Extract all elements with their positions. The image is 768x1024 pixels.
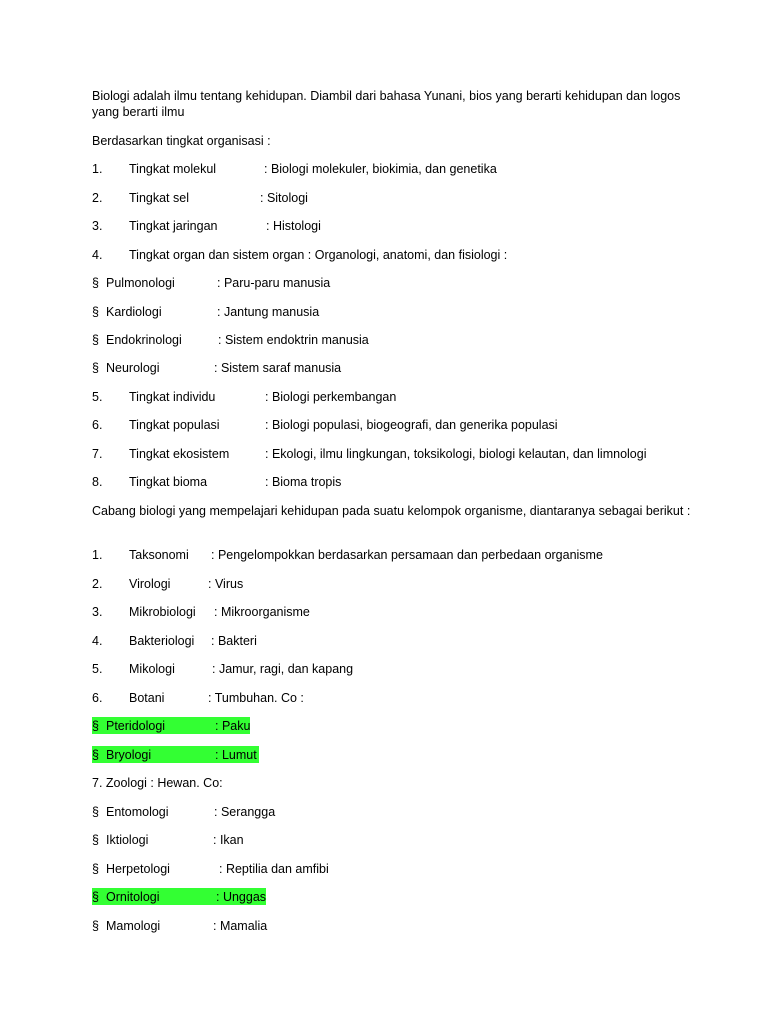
item-value: : Serangga xyxy=(214,805,276,819)
section-bullet-icon: § xyxy=(92,833,99,847)
zoology-item: 7. Zoologi : Hewan. Co: xyxy=(92,776,223,790)
section-bullet-icon: § xyxy=(92,805,99,819)
item-term: Ornitologi xyxy=(106,890,160,904)
item-term: Tingkat sel xyxy=(129,191,189,205)
section-bullet-icon: § xyxy=(92,862,99,876)
item-value: : Biologi molekuler, biokimia, dan genetika xyxy=(264,162,497,176)
item-value: : Bakteri xyxy=(211,634,257,648)
item-value: : Ekologi, ilmu lingkungan, toksikologi, biologi kelautan, dan limnologi xyxy=(265,447,647,461)
item-value: : Unggas xyxy=(216,890,267,904)
item-term: Tingkat ekosistem xyxy=(129,447,230,461)
item-value: : Tumbuhan. Co : xyxy=(208,691,304,705)
item-term: Neurologi xyxy=(106,361,160,375)
item-value: : Ikan xyxy=(213,833,244,847)
section-bullet-icon: § xyxy=(92,919,99,933)
item-value: : Paru-paru manusia xyxy=(217,276,331,290)
item-number: 7. xyxy=(92,447,103,461)
item-value: : Jantung manusia xyxy=(217,305,320,319)
item-value: : Reptilia dan amfibi xyxy=(219,862,329,876)
section-bullet-icon: § xyxy=(92,276,99,290)
item-term: Bryologi xyxy=(106,748,152,762)
item-term: Iktiologi xyxy=(106,833,149,847)
item-value: : Sitologi xyxy=(260,191,308,205)
item-term: Bakteriologi xyxy=(129,634,195,648)
item-number: 3. xyxy=(92,219,103,233)
item-term: Tingkat individu xyxy=(129,390,216,404)
item-number: 6. xyxy=(92,418,103,432)
item-number: 4. xyxy=(92,634,103,648)
item-value: : Mikroorganisme xyxy=(214,605,310,619)
section-bullet-icon: § xyxy=(92,305,99,319)
section-bullet-icon: § xyxy=(92,890,99,904)
item-term: Mikrobiologi xyxy=(129,605,196,619)
item-value: : Jamur, ragi, dan kapang xyxy=(212,662,354,676)
item-value: : Bioma tropis xyxy=(265,475,342,489)
item-term: Tingkat populasi xyxy=(129,418,220,432)
item-number: 5. xyxy=(92,662,103,676)
item-term: Mamologi xyxy=(106,919,161,933)
item-value: : Biologi perkembangan xyxy=(265,390,397,404)
item-number: 5. xyxy=(92,390,103,404)
item-value: : Virus xyxy=(208,577,244,591)
item-value: : Mamalia xyxy=(213,919,268,933)
item-number: 2. xyxy=(92,191,103,205)
intro-paragraph: Biologi adalah ilmu tentang kehidupan. Diambil dari bahasa Yunani, bios yang berarti kehidupan dan logos yang berarti ilmu xyxy=(92,89,681,119)
item-term: Entomologi xyxy=(106,805,169,819)
item-term: Virologi xyxy=(129,577,171,591)
section-bullet-icon: § xyxy=(92,748,99,762)
item-value: : Lumut xyxy=(215,748,257,762)
item-number: 6. xyxy=(92,691,103,705)
item-number: 1. xyxy=(92,548,103,562)
item-number: 4. xyxy=(92,248,103,262)
section-bullet-icon: § xyxy=(92,361,99,375)
section-bullet-icon: § xyxy=(92,719,99,733)
item-term: Tingkat molekul xyxy=(129,162,217,176)
item-number: 1. xyxy=(92,162,103,176)
heading-branches: Cabang biologi yang mempelajari kehidupan pada suatu kelompok organisme, diantaranya sebagai berikut : xyxy=(92,504,691,518)
item-term: Pteridologi xyxy=(106,719,166,733)
item-value: : Paku xyxy=(215,719,251,733)
section-bullet-icon: § xyxy=(92,333,99,347)
item-term: Botani xyxy=(129,691,165,705)
item-term: Pulmonologi xyxy=(106,276,175,290)
item-term: Mikologi xyxy=(129,662,175,676)
item-value: : Pengelompokkan berdasarkan persamaan dan perbedaan organisme xyxy=(211,548,603,562)
item-number: 3. xyxy=(92,605,103,619)
item-number: 8. xyxy=(92,475,103,489)
item-value: : Biologi populasi, biogeografi, dan generika populasi xyxy=(265,418,558,432)
item-number: 2. xyxy=(92,577,103,591)
heading-organization-levels: Berdasarkan tingkat organisasi : xyxy=(92,134,271,148)
item-term: Tingkat jaringan xyxy=(129,219,218,233)
item-term: Tingkat bioma xyxy=(129,475,208,489)
item-term: Herpetologi xyxy=(106,862,170,876)
item-term: Endokrinologi xyxy=(106,333,182,347)
item-term: Kardiologi xyxy=(106,305,162,319)
item-value: : Sistem saraf manusia xyxy=(214,361,342,375)
item-value: : Sistem endoktrin manusia xyxy=(218,333,369,347)
item-value: : Histologi xyxy=(266,219,321,233)
item-term: Taksonomi xyxy=(129,548,189,562)
item-term: Tingkat organ dan sistem organ : Organologi, anatomi, dan fisiologi : xyxy=(129,248,508,262)
